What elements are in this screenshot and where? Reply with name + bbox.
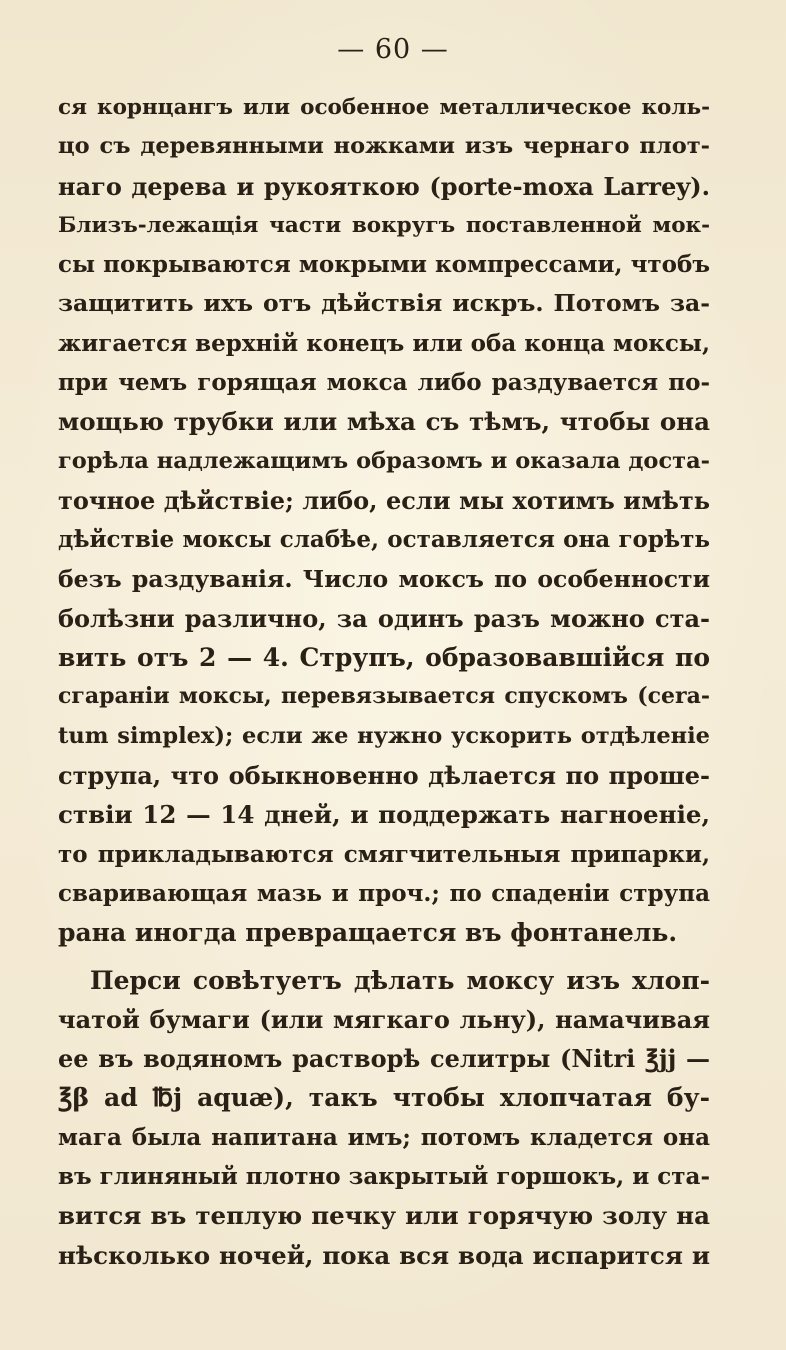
text-line: ℥β ad ℔j aquæ), такъ чтобы хлопчатая бу-: [58, 1083, 710, 1113]
paragraph-1: [58, 88, 710, 953]
text-line: наго дерева и рукояткою (porte-moxa Larrey).: [58, 171, 710, 201]
text-line: струпа, что обыкновенно дѣлается по проше-: [58, 761, 710, 791]
text-line: безъ раздуванія. Число моксъ по особенности: [58, 564, 710, 593]
text-line: дѣйствіе моксы слабѣе, оставляется она горѣть: [58, 526, 710, 554]
text-line: tum simplex); если же нужно ускорить отдѣленіе: [58, 722, 710, 749]
page-number: — 60 —: [337, 34, 449, 65]
text-line: рана иногда превращается въ фонтанель.: [58, 918, 678, 948]
text-line: ее въ водяномъ растворѣ селитры (Nitri ℥jj —: [58, 1044, 710, 1074]
text-line: ся корнцангъ или особенное металлическое коль-: [58, 95, 710, 120]
text-line: Близъ-лежащія части вокругъ поставленной мок-: [58, 212, 710, 238]
text-line: сгараніи моксы, перевязывается спускомъ (cera-: [58, 683, 710, 710]
text-line: сваривающая мазь и проч.; по спаденіи струпа: [58, 879, 710, 907]
text-line: цо съ деревянными ножками изъ чернаго плот-: [58, 133, 710, 160]
text-line: болѣзни различно, за одинъ разъ можно ста-: [58, 603, 710, 633]
body-text: [58, 88, 710, 1275]
text-line: точное дѣйствіе; либо, если мы хотимъ имѣть: [58, 485, 710, 515]
text-line: горѣла надлежащимъ образомъ и оказала доста-: [58, 447, 710, 474]
text-line: Перси совѣтуетъ дѣлать моксу изъ хлоп-: [90, 965, 710, 995]
text-line: жигается верхній конецъ или оба конца моксы,: [58, 329, 710, 357]
text-line: сы покрываются мокрыми компрессами, чтобъ: [58, 251, 710, 279]
text-line: чатой бумаги (или мягкаго льну), намачивая: [58, 1004, 710, 1034]
text-line: вить отъ 2 — 4. Струпъ, образовавшійся по: [58, 643, 710, 673]
text-line: вится въ теплую печку или горячую золу на: [58, 1201, 710, 1231]
text-line: защитить ихъ отъ дѣйствія искръ. Потомъ за-: [58, 289, 710, 318]
paragraph-2: [58, 961, 710, 1275]
paragraph-gap: [58, 953, 710, 961]
text-line: при чемъ горящая мокса либо раздувается по-: [58, 369, 710, 397]
text-line: ствіи 12 — 14 дней, и поддержать нагноеніе,: [58, 800, 710, 830]
text-line: въ глиняный плотно закрытый горшокъ, и ста-: [58, 1163, 710, 1191]
text-line: мощью трубки или мѣха съ тѣмъ, чтобы она: [58, 407, 710, 437]
text-line: мага была напитана имъ; потомъ кладется она: [58, 1123, 710, 1151]
text-line: то прикладываются смягчительныя припарки,: [58, 840, 710, 868]
text-line: нѣсколько ночей, пока вся вода испарится и: [58, 1240, 710, 1270]
